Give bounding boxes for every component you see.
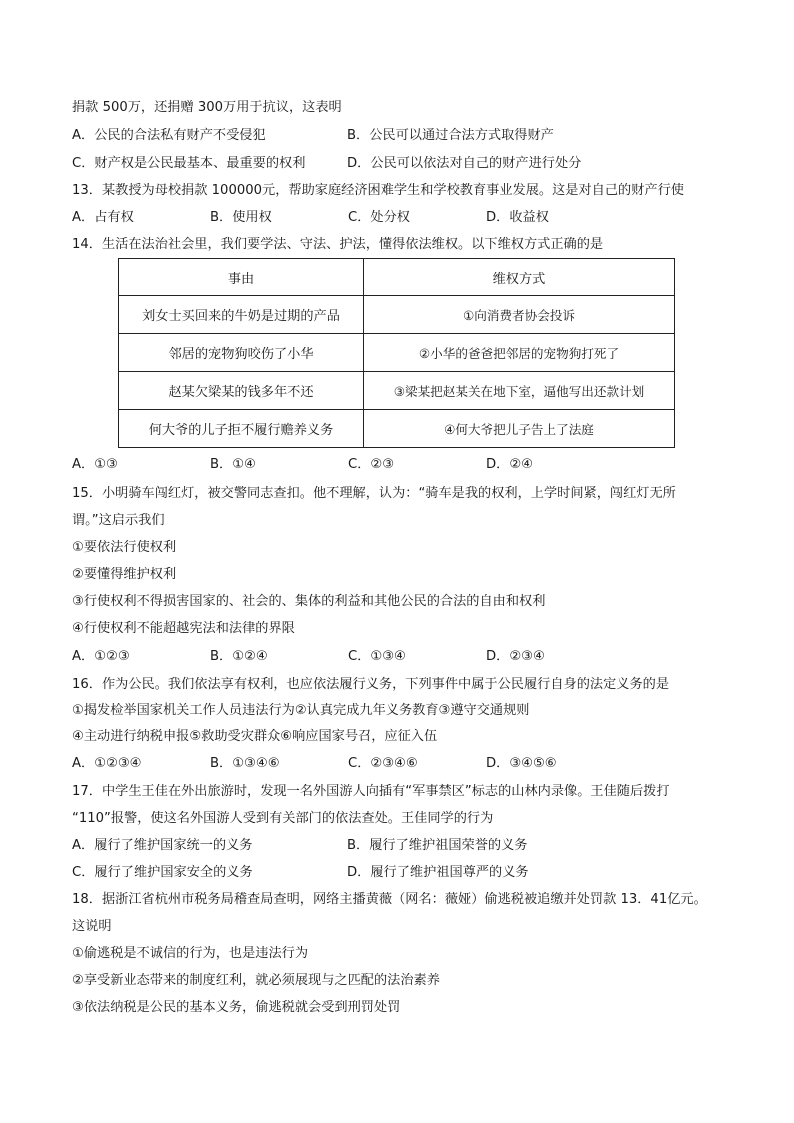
q14-option-a[interactable]: A．①③ [72,457,118,472]
q15-option-a[interactable]: A．①②③ [72,649,130,664]
q13-option-c[interactable]: C．处分权 [348,210,410,225]
q16-option-b[interactable]: B．①③④⑥ [210,756,280,771]
q15-stem-line2: 谓。”这启示我们 [72,513,165,528]
q14-stem: 14．生活在法治社会里，我们要学法、守法、护法，懂得依法维权。以下维权方式正确的是 [72,237,604,252]
cell-method: ③梁某把赵某关在地下室，逼他写出还款计划 [364,372,675,410]
cell-cause: 邻居的宠物狗咬伤了小华 [119,334,364,372]
q12-option-c[interactable]: C．财产权是公民最基本、最重要的权利 [72,156,306,171]
q15-stem-line1: 15．小明骑车闯红灯，被交警同志查扣。他不理解，认为：“骑车是我的权利，上学时间紧，闯红灯无所 [72,486,676,501]
q16-option-c[interactable]: C．②③④⑥ [348,756,418,771]
q15-item: ②要懂得维护权利 [72,567,177,582]
q17-stem-line1: 17．中学生王佳在外出旅游时，发现一名外国游人向插有“军事禁区”标志的山林内录像。王佳随后拨打 [72,784,670,799]
q15-option-d[interactable]: D．②③④ [486,649,545,664]
q15-item: ①要依法行使权利 [72,540,177,555]
q16-stem: 16．作为公民。我们依法享有权利，也应依法履行义务，下列事件中属于公民履行自身的法定义务的是 [72,677,670,692]
q14-option-c[interactable]: C．②③ [348,457,395,472]
q16-option-d[interactable]: D．③④⑤⑥ [486,756,557,771]
q15-option-b[interactable]: B．①②④ [210,649,268,664]
cell-method: ①向消费者协会投诉 [364,296,675,334]
q12-option-a[interactable]: A．公民的合法私有财产不受侵犯 [72,128,266,143]
q14-option-b[interactable]: B．①④ [210,457,256,472]
q17-stem-line2: “110”报警，使这名外国游人受到有关部门的依法查处。王佳同学的行为 [72,811,494,826]
cell-cause: 刘女士买回来的牛奶是过期的产品 [119,296,364,334]
cell-cause: 何大爷的儿子拒不履行赡养义务 [119,410,364,448]
table-header-row [119,259,675,296]
q18-item: ③依法纳税是公民的基本义务，偷逃税就会受到刑罚处罚 [72,1000,401,1015]
q16-option-a[interactable]: A．①②③④ [72,756,142,771]
q15-item: ③行使权利不得损害国家的、社会的、集体的利益和其他公民的合法的自由和权利 [72,594,546,609]
cell-cause: 赵某欠梁某的钱多年不还 [119,372,364,410]
table-row [119,410,675,448]
q13-option-b[interactable]: B．使用权 [210,210,272,225]
table-row [119,372,675,410]
q18-stem-line2: 这说明 [72,919,112,934]
table-row [119,296,675,334]
q16-item: ①揭发检举国家机关工作人员违法行为②认真完成九年义务教育③遵守交通规则 [72,703,530,718]
q12-option-d[interactable]: D．公民可以依法对自己的财产进行处分 [347,156,582,171]
q18-item: ②享受新业态带来的制度红利，就必须展现与之匹配的法治素养 [72,973,440,988]
cell-method: ②小华的爸爸把邻居的宠物狗打死了 [364,334,675,372]
header-method: 维权方式 [364,259,675,296]
q17-option-b[interactable]: B．履行了维护祖国荣誉的义务 [347,838,528,853]
q12-stem-continuation: 捐款 500万，还捐赠 300万用于抗议，这表明 [72,100,342,115]
q16-item: ④主动进行纳税申报⑤救助受灾群众⑥响应国家号召，应征入伍 [72,729,438,744]
q12-option-b[interactable]: B．公民可以通过合法方式取得财产 [347,128,554,143]
q15-item: ④行使权利不能超越宪法和法律的界限 [72,621,295,636]
q17-option-a[interactable]: A．履行了维护国家统一的义务 [72,838,253,853]
q14-option-d[interactable]: D．②④ [486,457,533,472]
header-cause: 事由 [119,259,364,296]
q17-option-c[interactable]: C．履行了维护国家安全的义务 [72,865,253,880]
q18-stem-line1: 18．据浙江省杭州市税务局稽查局查明，网络主播黄薇（网名：薇娅）偷逃税被追缴并处罚款 13．41亿元。 [72,892,707,907]
q14-rights-table [118,258,675,448]
q17-option-d[interactable]: D．履行了维护祖国尊严的义务 [347,865,529,880]
q18-item: ①偷逃税是不诚信的行为，也是违法行为 [72,946,309,961]
q13-option-a[interactable]: A．占有权 [72,210,134,225]
q13-option-d[interactable]: D．收益权 [486,210,549,225]
cell-method: ④何大爷把儿子告上了法庭 [364,410,675,448]
q15-option-c[interactable]: C．①③④ [348,649,406,664]
table-row [119,334,675,372]
q13-stem: 13．某教授为母校捐款 100000元，帮助家庭经济困难学生和学校教育事业发展。这是对自己的财产行使 [72,183,684,198]
